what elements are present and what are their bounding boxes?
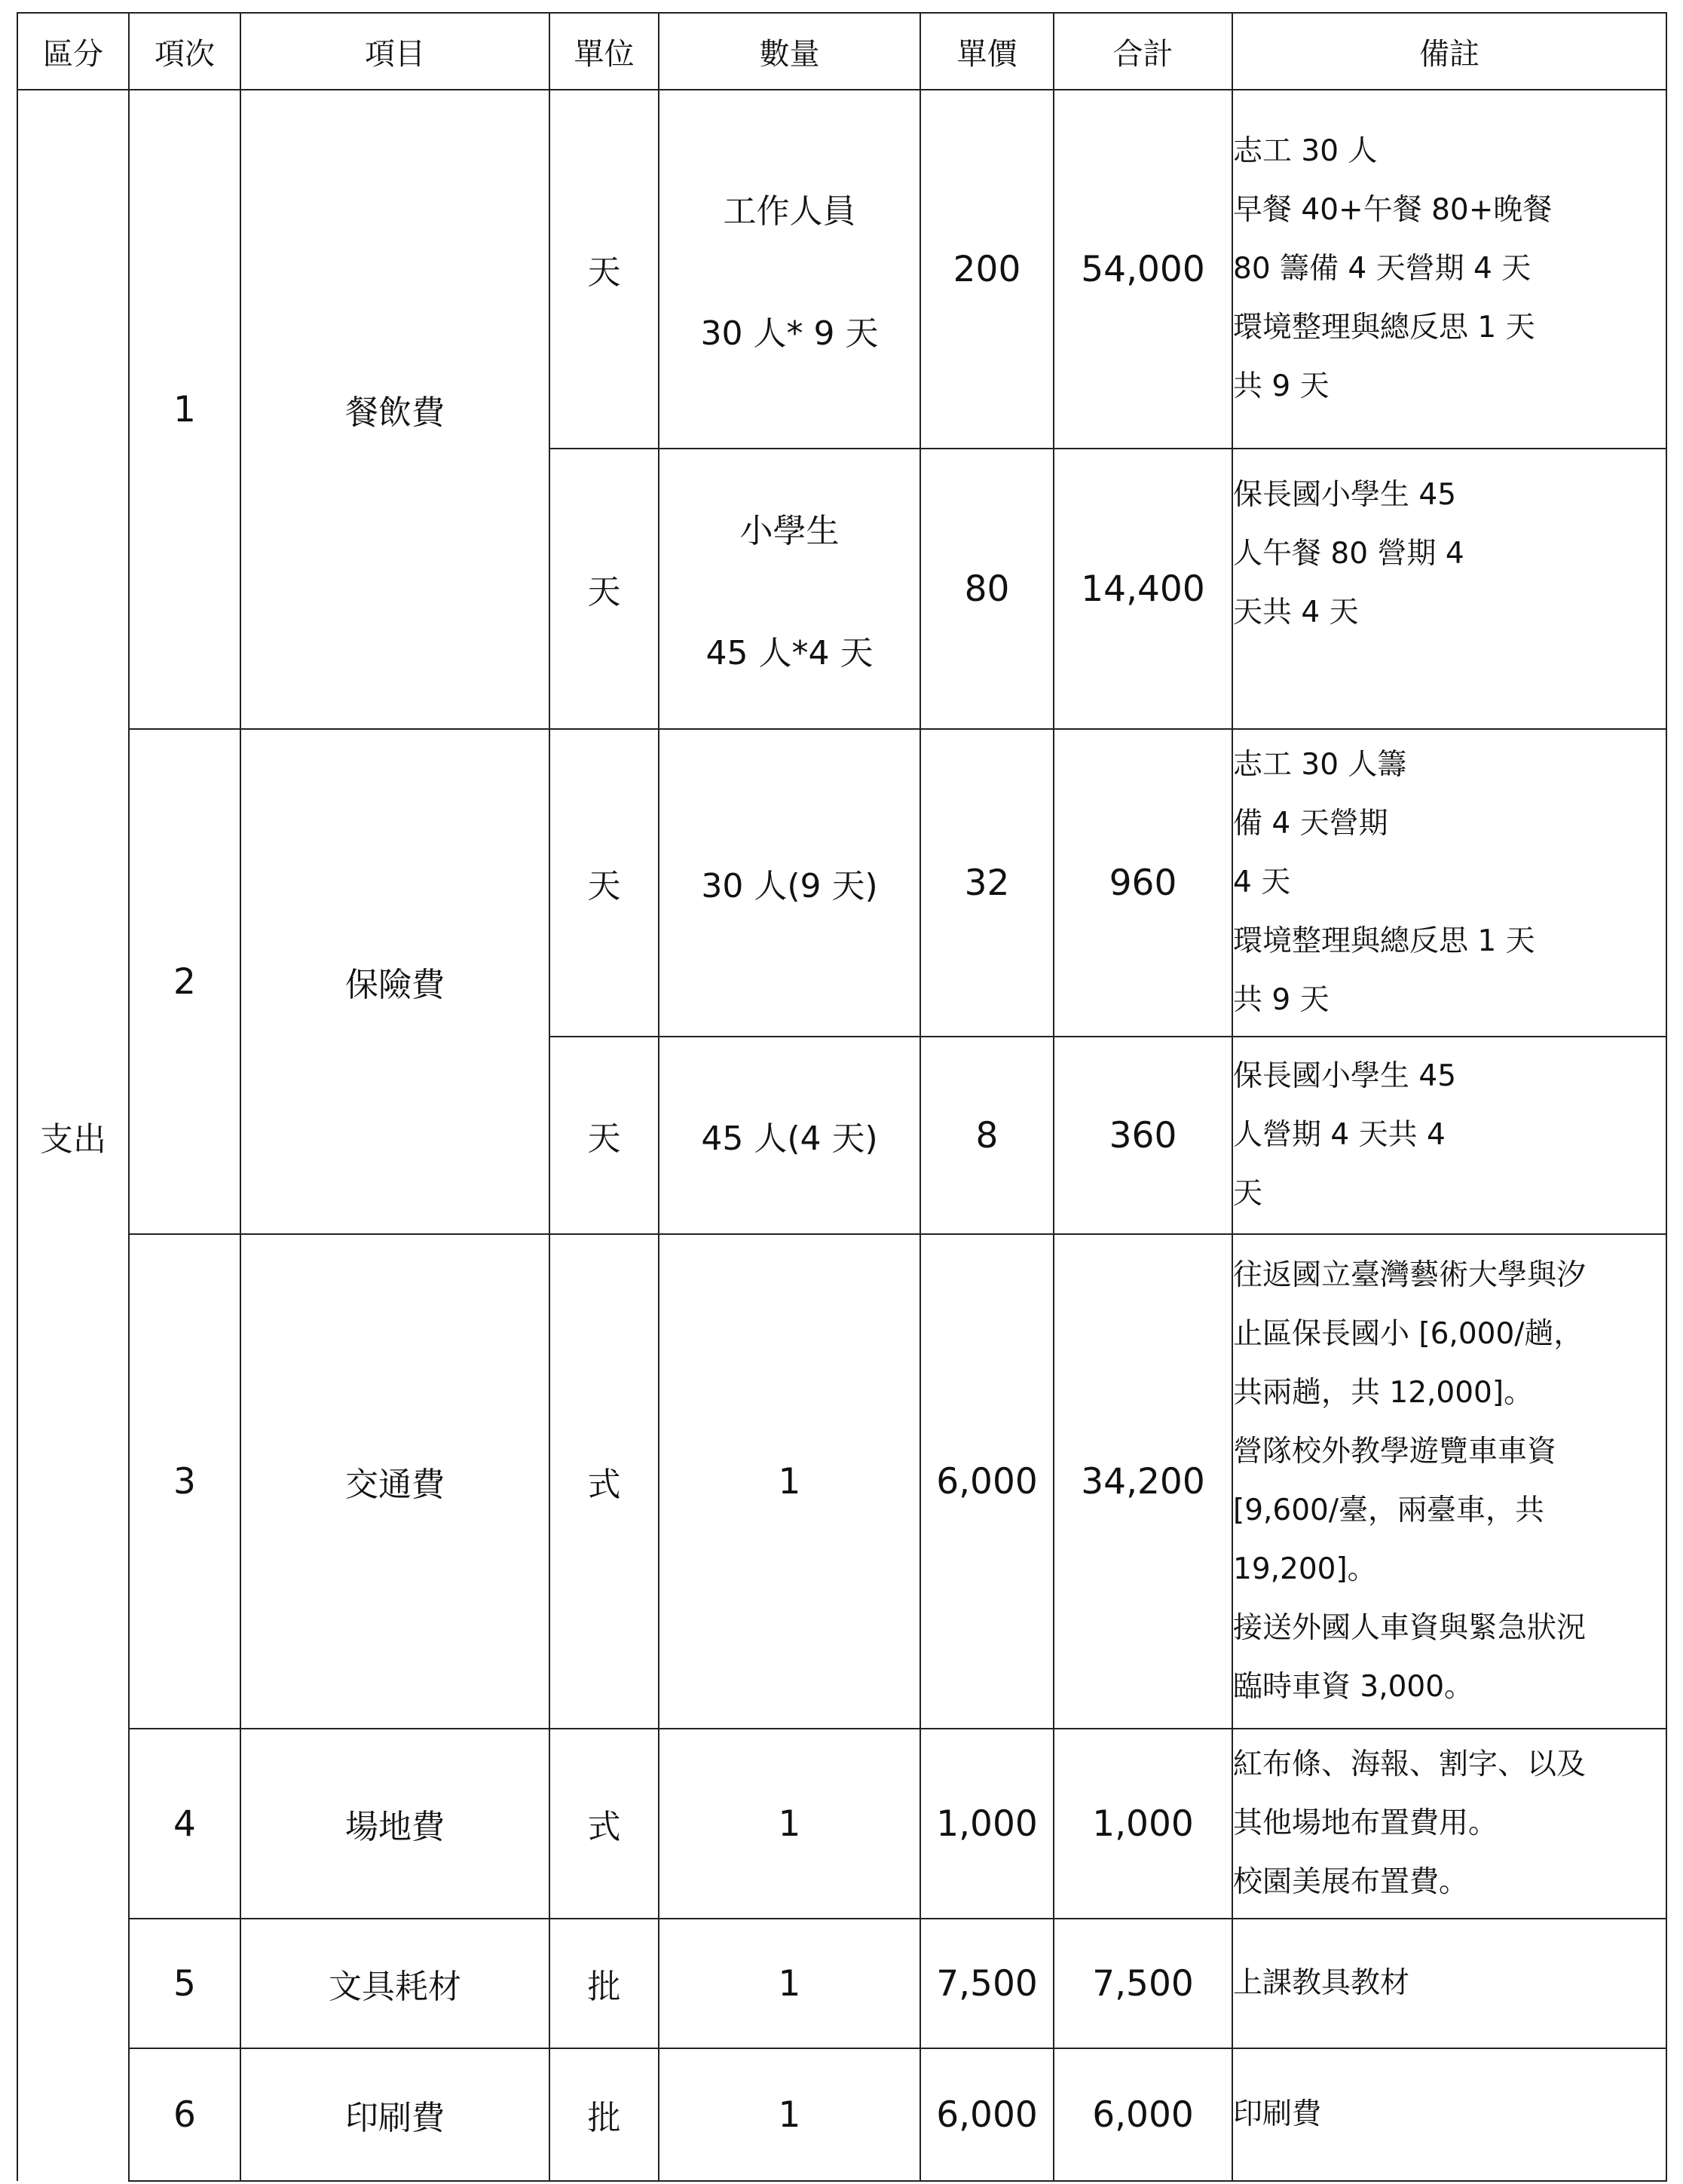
unit-price-cell: 1,000 [920,1729,1054,1919]
total-cell: 6,000 [1054,2048,1232,2181]
remarks-line: 環境整理與總反思 1 天 [1233,311,1535,345]
quantity-cell: 1 [659,1729,920,1919]
remarks-line: 80 籌備 4 天營期 4 天 [1233,252,1532,286]
budget-table [17,12,1667,2182]
remarks-line: 接送外國人車資與緊急狀況 [1233,1611,1587,1645]
remarks-line: 志工 30 人 [1233,134,1378,168]
header-unit-price: 單價 [920,13,1054,90]
quantity-cell: 1 [659,1234,920,1729]
remarks-line: 上課教具教材 [1233,1966,1410,2000]
remarks-cell [1232,449,1666,729]
table-row [17,1729,1666,1919]
unit-cell: 式 [549,1729,659,1919]
total-cell: 7,500 [1054,1919,1232,2048]
table-row [17,729,1666,1037]
remarks-line: 人營期 4 天共 4 [1233,1118,1446,1152]
remarks-cell [1232,1919,1666,2048]
remarks-line: 其他場地布置費用。 [1233,1806,1498,1840]
unit-price-cell: 32 [920,729,1054,1037]
header-no: 項次 [129,13,240,90]
unit-cell: 式 [549,1234,659,1729]
remarks-line: 往返國立臺灣藝術大學與汐 [1233,1258,1587,1292]
item-number: 1 [129,90,240,729]
header-item: 項目 [240,13,549,90]
remarks-line: 保長國小學生 45 [1233,1059,1457,1093]
remarks-cell [1232,1729,1666,1919]
unit-price-cell: 6,000 [920,2048,1054,2181]
quantity-line: 30 人* 9 天 [700,314,879,353]
remarks-cell [1232,1037,1666,1234]
item-name: 餐飲費 [240,90,549,729]
remarks-cell [1232,729,1666,1037]
quantity-line: 小學生 [739,512,840,550]
header-unit: 單位 [549,13,659,90]
unit-price-cell: 8 [920,1037,1054,1234]
category-cell: 支出 [17,90,129,2181]
remarks-line: 臨時車資 3,000。 [1233,1670,1474,1704]
remarks-cell [1232,1234,1666,1729]
unit-cell: 天 [549,449,659,729]
remarks-line: 4 天 [1233,865,1291,899]
table-row [17,90,1666,449]
header-row [17,13,1666,90]
remarks-line: 天 [1233,1177,1263,1211]
header-category: 區分 [17,13,129,90]
quantity-cell [659,90,920,449]
remarks-line: 校園美展布置費。 [1233,1865,1469,1899]
quantity-gap [659,232,920,306]
remarks-cell [1232,90,1666,449]
unit-cell: 批 [549,1919,659,2048]
item-name: 保險費 [240,729,549,1234]
item-name: 場地費 [240,1729,549,1919]
item-name: 文具耗材 [240,1919,549,2048]
unit-price-cell: 200 [920,90,1054,449]
total-cell: 960 [1054,729,1232,1037]
quantity-line: 45 人*4 天 [705,634,874,672]
remarks-line: 志工 30 人籌 [1233,748,1407,782]
remarks-line: 紅布條、海報、割字、以及 [1233,1748,1587,1781]
total-cell: 14,400 [1054,449,1232,729]
total-cell: 34,200 [1054,1234,1232,1729]
remarks-line: 止區保長國小 [6,000/趟， [1233,1317,1584,1351]
header-quantity: 數量 [659,13,920,90]
remarks-line: 共 9 天 [1233,369,1330,403]
unit-cell: 天 [549,90,659,449]
remarks-line: 人午餐 80 營期 4 [1233,537,1464,571]
unit-price-cell: 6,000 [920,1234,1054,1729]
item-number: 5 [129,1919,240,2048]
quantity-cell [659,449,920,729]
remarks-line: 印刷費 [1233,2097,1322,2131]
remarks-cell [1232,2048,1666,2181]
remarks-line: [9,600/臺，兩臺車，共 [1233,1493,1545,1527]
remarks-line: 備 4 天營期 [1233,807,1388,841]
unit-cell: 批 [549,2048,659,2181]
table-row [17,1919,1666,2048]
item-number: 3 [129,1234,240,1729]
remarks-line: 環境整理與總反思 1 天 [1233,924,1535,958]
unit-price-cell: 7,500 [920,1919,1054,2048]
unit-price-cell: 80 [920,449,1054,729]
quantity-gap [659,552,920,626]
remarks-line: 共 9 天 [1233,983,1330,1017]
remarks-line: 19,200]。 [1233,1552,1377,1586]
remarks-line: 共兩趟，共 12,000]。 [1233,1376,1534,1410]
total-cell: 1,000 [1054,1729,1232,1919]
item-number: 6 [129,2048,240,2181]
item-name: 交通費 [240,1234,549,1729]
remarks-line: 天共 4 天 [1233,596,1359,629]
quantity-cell: 1 [659,1919,920,2048]
remarks-line: 營隊校外教學遊覽車車資 [1233,1435,1557,1469]
table-row [17,2048,1666,2181]
header-remarks: 備註 [1232,13,1666,90]
remarks-line: 早餐 40+午餐 80+晚餐 [1233,193,1553,227]
remarks-line: 保長國小學生 45 [1233,478,1457,512]
item-name: 印刷費 [240,2048,549,2181]
header-total: 合計 [1054,13,1232,90]
total-cell: 360 [1054,1037,1232,1234]
quantity-cell: 45 人(4 天) [659,1037,920,1234]
item-number: 2 [129,729,240,1234]
quantity-cell: 1 [659,2048,920,2181]
quantity-line: 工作人員 [723,192,856,231]
total-cell: 54,000 [1054,90,1232,449]
item-number: 4 [129,1729,240,1919]
quantity-cell: 30 人(9 天) [659,729,920,1037]
unit-cell: 天 [549,729,659,1037]
unit-cell: 天 [549,1037,659,1234]
table-row [17,1234,1666,1729]
